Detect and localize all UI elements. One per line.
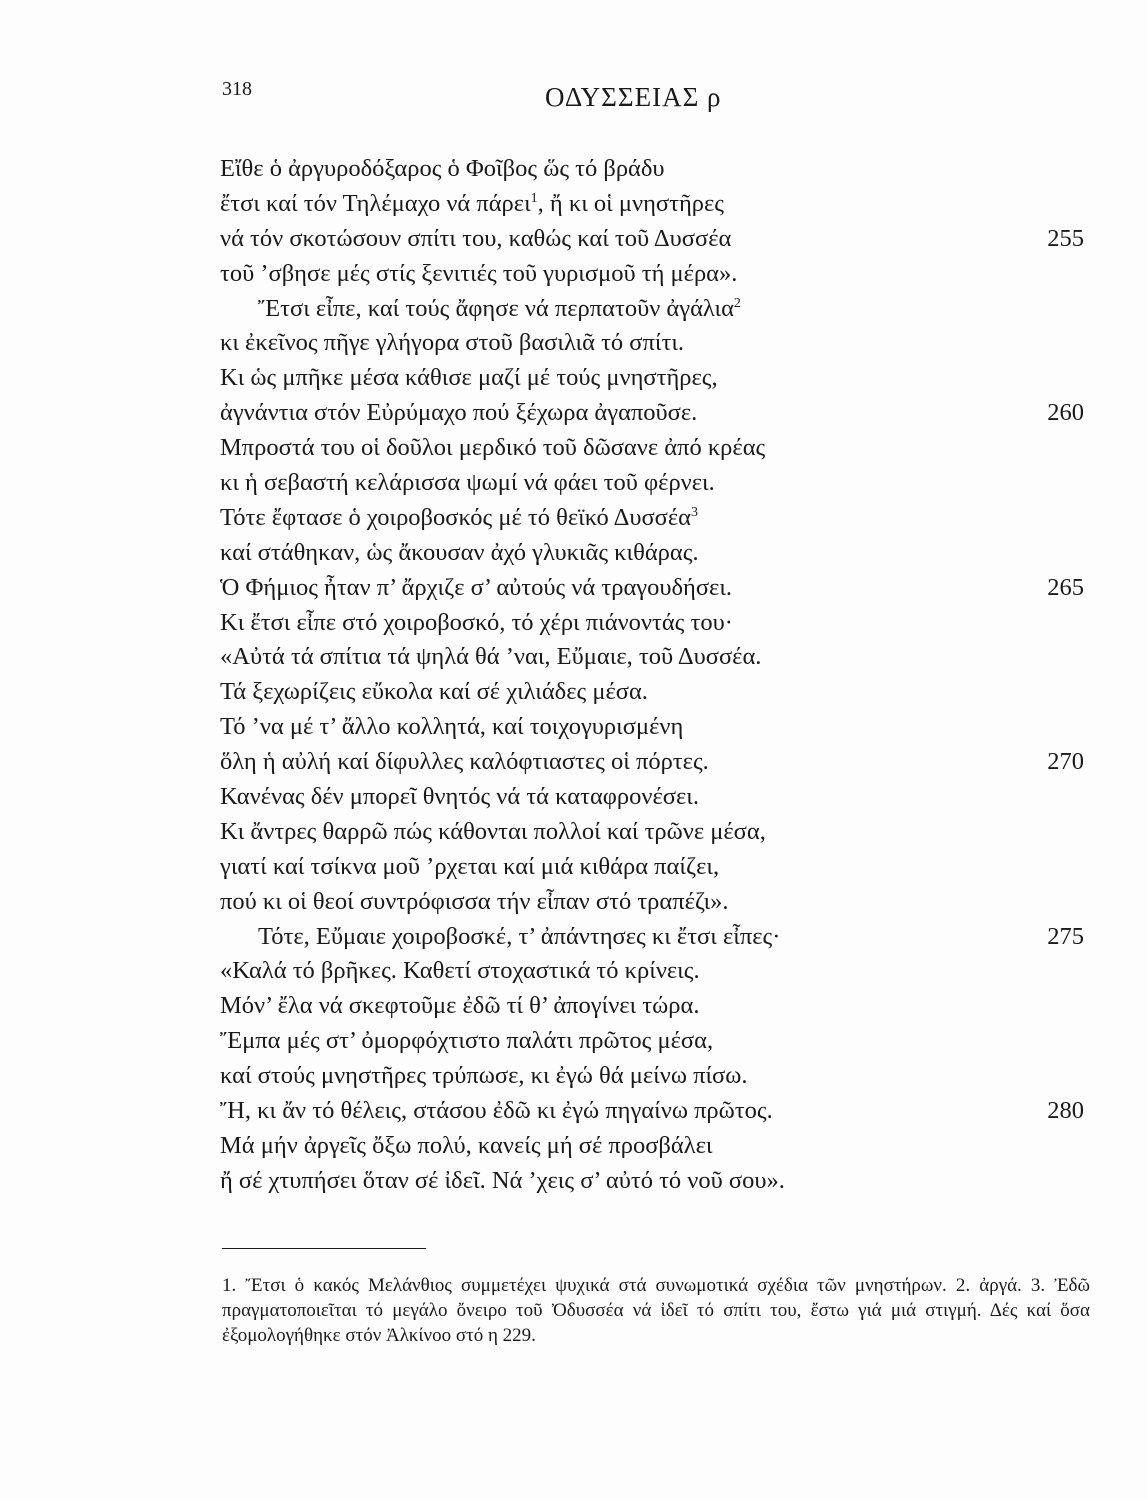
verse-line xyxy=(220,501,1090,536)
verse-line xyxy=(220,326,1090,361)
verse-line xyxy=(220,1164,1090,1199)
footnotes: 1. Ἔτσι ὁ κακός Μελάνθιος συμμετέχει ψυχικά στά συνωμοτικά σχέδια τῶν μνηστήρων. 2. ἀργά. 3. Ἐδῶ πραγματοποιεῖται τό μεγάλο ὄνειρο τοῦ Ὀδυσσέα νά ἰδεῖ τό σπίτι του, ἔστω γιά μιά στιγμή. Δές καί ὅσα ἐξομολογήθηκε στόν Ἀλκίνοο στό η 229. xyxy=(222,1275,1090,1346)
footnote-marker: 1 xyxy=(530,190,538,206)
verse-line xyxy=(220,187,1090,222)
verse-text: πού κι οἱ θεοί συντρόφισσα τήν εἶπαν στό τραπέζι». xyxy=(220,887,729,915)
verse-line xyxy=(220,675,1090,710)
verse-text: Ἤ, κι ἄν τό θέλεις, στάσου ἐδῶ κι ἐγώ πηγαίνω πρῶτος. xyxy=(220,1097,773,1125)
verse-line xyxy=(220,815,1090,850)
verse-text: τοῦ ’σβησε μές στίς ξενιτιές τοῦ γυρισμοῦ τή μέρα». xyxy=(220,259,738,287)
verse-line xyxy=(220,885,1090,920)
verse-text: Κι ἔτσι εἶπε στό χοιροβοσκό, τό χέρι πιάνοντάς του· xyxy=(220,608,733,636)
verse-line xyxy=(220,257,1090,292)
verse-text: Εἴθε ὁ ἀργυροδόξαρος ὁ Φοῖβος ὥς τό βράδυ xyxy=(220,155,665,182)
verse-text: Μά μήν ἀργεῖς ὄξω πολύ, κανείς μή σέ προσβάλει xyxy=(220,1131,713,1159)
verse-line xyxy=(220,152,1090,187)
verse-text: Τά ξεχωρίζεις εὔκολα καί σέ χιλιάδες μέσα. xyxy=(220,678,648,706)
verse-text: ἤ σέ χτυπήσει ὅταν σέ ἰδεῖ. Νά ’χεις σ’ αὐτό τό νοῦ σου». xyxy=(220,1166,785,1194)
verse-line xyxy=(220,571,1090,606)
verse-line xyxy=(220,640,1090,675)
verse-line xyxy=(220,780,1090,815)
verse-text: «Αὐτά τά σπίτια τά ψηλά θά ’ναι, Εὔμαιε, τοῦ Δυσσέα. xyxy=(220,643,762,671)
verse-text: Τότε, Εὔμαιε χοιροβοσκέ, τ’ ἀπάντησες κι ἔτσι εἶπες· xyxy=(258,922,781,950)
verse-text: καί στούς μνηστῆρες τρύπωσε, κι ἐγώ θά μείνω πίσω. xyxy=(220,1062,748,1090)
verse-line xyxy=(220,1024,1090,1059)
poem-text xyxy=(220,152,1090,1199)
verse-text: Ὁ Φήμιος ἦταν π’ ἄρχιζε σ’ αὐτούς νά τραγουδήσει. xyxy=(220,573,733,601)
verse-line xyxy=(220,954,1090,989)
footnote-divider xyxy=(222,1248,426,1249)
verse-text: κι ἐκεῖνος πῆγε γλήγορα στοῦ βασιλιᾶ τό σπίτι. xyxy=(220,329,685,357)
verse-text: Κανένας δέν μπορεῖ θνητός νά τά καταφρονέσει. xyxy=(220,783,699,811)
verse-text: νά τόν σκοτώσουν σπίτι του, καθώς καί τοῦ Δυσσέα xyxy=(220,224,732,252)
verse-line xyxy=(220,222,1090,257)
verse-text: Μπροστά του οἱ δοῦλοι μερδικό τοῦ δῶσανε ἀπό κρέας xyxy=(220,434,766,462)
verse-line xyxy=(220,536,1090,571)
verse-text: Κι ἄντρες θαρρῶ πώς κάθονται πολλοί καί τρῶνε μέσα, xyxy=(220,817,766,845)
line-number: 275 xyxy=(1047,922,1084,950)
line-number: 255 xyxy=(1047,224,1084,252)
verse-line xyxy=(220,466,1090,501)
verse-line xyxy=(220,1129,1090,1164)
verse-line xyxy=(220,1059,1090,1094)
verse-text: ὅλη ἡ αὐλή καί δίφυλλες καλόφτιαστες οἱ πόρτες. xyxy=(220,748,709,776)
verse-text: Μόν’ ἔλα νά σκεφτοῦμε ἐδῶ τί θ’ ἀπογίνει τώρα. xyxy=(220,992,700,1020)
verse-text: ἀγνάντια στόν Εὐρύμαχο πού ξέχωρα ἀγαποῦσε. xyxy=(220,399,698,427)
footnote-marker: 3 xyxy=(691,504,698,520)
verse-line xyxy=(220,396,1090,431)
verse-line xyxy=(220,1094,1090,1129)
verse-text: καί στάθηκαν, ὡς ἄκουσαν ἀχό γλυκιᾶς κιθάρας. xyxy=(220,538,699,566)
verse-line xyxy=(220,745,1090,780)
verse-text: «Καλά τό βρῆκες. Καθετί στοχαστικά τό κρίνεις. xyxy=(220,957,700,985)
verse-line xyxy=(220,606,1090,641)
running-head-title: ΟΔΥΣΣΕΙΑΣ ρ xyxy=(545,82,722,112)
verse-text: κι ἡ σεβαστή κελάρισσα ψωμί νά φάει τοῦ φέρνει. xyxy=(220,469,715,497)
verse-text: ἔτσι καί τόν Τηλέμαχο νά πάρει$^1$, ἤ κι οἱ μνηστῆρες xyxy=(220,189,724,217)
verse-text: Τό ’να μέ τ’ ἄλλο κολλητά, καί τοιχογυρισμένη xyxy=(220,713,684,741)
line-number: 265 xyxy=(1047,573,1084,601)
verse-line xyxy=(220,989,1090,1024)
line-number: 270 xyxy=(1047,748,1084,776)
verse-line xyxy=(220,361,1090,396)
verse-text: Κι ὡς μπῆκε μέσα κάθισε μαζί μέ τούς μνηστῆρες, xyxy=(220,364,718,392)
verse-line xyxy=(220,850,1090,885)
verse-line xyxy=(220,710,1090,745)
verse-line xyxy=(220,920,1090,955)
line-number: 260 xyxy=(1047,399,1084,427)
verse-text: γιατί καί τσίκνα μοῦ ’ρχεται καί μιά κιθάρα παίζει, xyxy=(220,852,720,880)
verse-line xyxy=(220,431,1090,466)
verse-text: Ἔμπα μές στ’ ὀμορφόχτιστο παλάτι πρῶτος μέσα, xyxy=(220,1027,714,1055)
line-number: 280 xyxy=(1047,1097,1084,1125)
verse-line xyxy=(220,292,1090,327)
verse-text: Τότε ἔφτασε ὁ χοιροβοσκός μέ τό θεϊκό Δυσσέα$^3$ xyxy=(220,503,698,531)
page-number: 318 xyxy=(222,78,252,100)
verse-text: Ἔτσι εἶπε, καί τούς ἄφησε νά περπατοῦν ἀγάλια$^2$ xyxy=(258,294,741,322)
footnote-marker: 2 xyxy=(733,295,741,311)
